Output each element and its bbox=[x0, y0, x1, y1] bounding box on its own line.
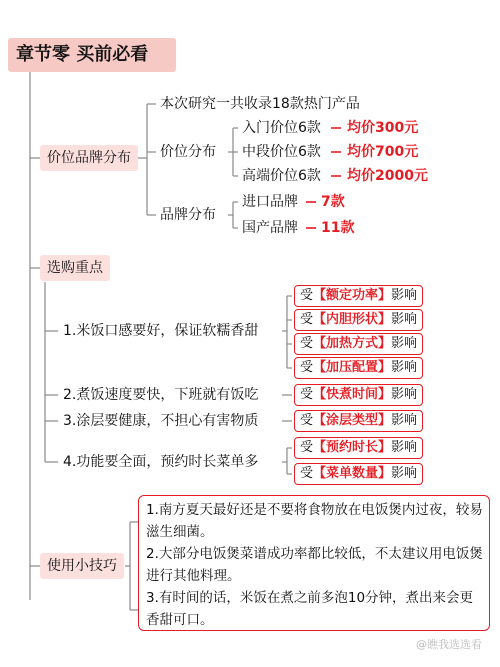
brand-domestic-count: 11款 bbox=[321, 220, 355, 236]
factor-quick-cook-time: 受【快煮时间】影响 bbox=[294, 384, 423, 406]
tip-item: 2.大部分电饭煲菜谱成功率都比较低，不太建议用电饭煲进行其他料理。 bbox=[146, 546, 483, 584]
brand-imported: 进口品牌 bbox=[242, 194, 298, 210]
focus-point-functions: 4.功能要全面，预约时长菜单多 bbox=[63, 454, 259, 470]
focus-point-coating: 3.涂层要健康，不担心有害物质 bbox=[63, 413, 259, 429]
page-title: 章节零 买前必看 bbox=[8, 38, 176, 72]
factor-reservation-duration: 受【预约时长】影响 bbox=[294, 437, 423, 459]
factor-rated-power: 受【额定功率】影响 bbox=[294, 285, 423, 307]
price-tier-entry-average: 均价300元 bbox=[347, 120, 419, 136]
category-focus: 选购重点 bbox=[40, 255, 110, 281]
intro-text: 本次研究一共收录18款热门产品 bbox=[160, 96, 360, 112]
price-tier-mid-average: 均价700元 bbox=[347, 144, 419, 160]
watermark: @瞧我选选看 bbox=[416, 638, 482, 651]
brand-imported-count: 7款 bbox=[321, 194, 345, 210]
category-tips: 使用小技巧 bbox=[40, 553, 124, 579]
factor-pot-shape: 受【内胆形状】影响 bbox=[294, 309, 423, 331]
factor-menu-count: 受【菜单数量】影响 bbox=[294, 463, 423, 485]
category-price-brand: 价位品牌分布 bbox=[40, 145, 138, 171]
price-tier-entry: 入门价位6款 bbox=[242, 120, 321, 136]
price-distribution-label: 价位分布 bbox=[160, 144, 216, 160]
tip-item: 3.有时间的话，米饭在煮之前多泡10分钟，煮出来会更香甜可口。 bbox=[146, 590, 474, 628]
focus-point-taste: 1.米饭口感要好，保证软糯香甜 bbox=[63, 323, 259, 339]
tip-item: 1.南方夏天最好还是不要将食物放在电饭煲内过夜，较易滋生细菌。 bbox=[146, 502, 483, 540]
factor-pressure-config: 受【加压配置】影响 bbox=[294, 357, 423, 379]
factor-heating-method: 受【加热方式】影响 bbox=[294, 333, 423, 355]
price-tier-high: 高端价位6款 bbox=[242, 168, 321, 184]
price-tier-mid: 中段价位6款 bbox=[242, 144, 321, 160]
brand-distribution-label: 品牌分布 bbox=[160, 207, 216, 223]
brand-domestic: 国产品牌 bbox=[242, 220, 298, 236]
price-tier-high-average: 均价2000元 bbox=[347, 168, 428, 184]
focus-point-speed: 2.煮饭速度要快，下班就有饭吃 bbox=[63, 387, 259, 403]
factor-coating-type: 受【涂层类型】影响 bbox=[294, 410, 423, 432]
